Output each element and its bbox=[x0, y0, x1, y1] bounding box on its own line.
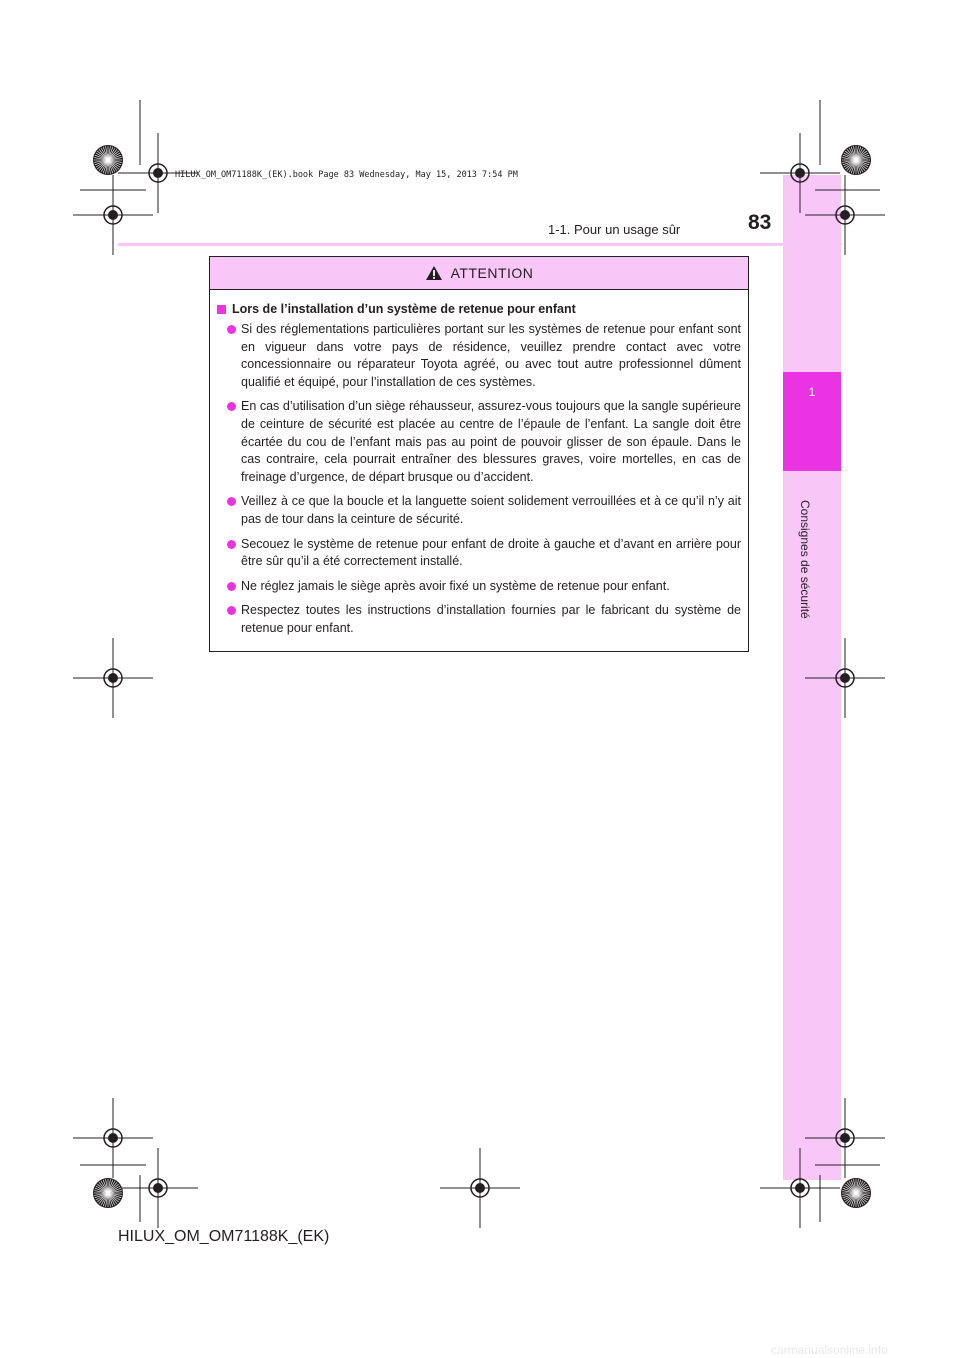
watermark: carmanualsonline.info bbox=[771, 1343, 888, 1357]
chapter-number: 1 bbox=[808, 385, 816, 399]
crop-line bbox=[140, 100, 141, 165]
crosshair-icon bbox=[805, 638, 885, 718]
list-item-text: En cas d’utilisation d’un siège réhausseur, assurez-vous toujours que la sangle supérieure de ceinture de sécurité est placée au centre de l’épaule de l’enfant. La sangle doit être écartée du cou de l’enfant mais pas au point de pouvoir glisser de son épaule. Dans le cas contraire, cela pourrait entraîner des blessures graves, voire mortelles, en cas de freinage d’urgence, de départ brusque ou d’accident. bbox=[241, 399, 741, 484]
crosshair-icon bbox=[118, 1148, 198, 1228]
square-bullet-icon bbox=[217, 305, 226, 314]
attention-box bbox=[209, 256, 749, 652]
list-item-text: Secouez le système de retenue pour enfant de droite à gauche et d’avant en arrière pour être sûr qu’il a été correctement installé. bbox=[241, 536, 741, 569]
starburst-icon bbox=[840, 144, 872, 176]
crosshair-icon bbox=[760, 1148, 840, 1228]
crop-line bbox=[815, 1165, 880, 1166]
crosshair-icon bbox=[440, 1148, 520, 1228]
footer-model: HILUX_OM_OM71188K_(EK) bbox=[118, 1228, 330, 1245]
bullet-dot-icon bbox=[227, 582, 236, 591]
bullet-dot-icon bbox=[227, 402, 236, 411]
bullet-dot-icon bbox=[227, 497, 236, 506]
attention-label: ATTENTION bbox=[450, 265, 534, 281]
starburst-icon bbox=[92, 144, 124, 176]
starburst-icon bbox=[92, 1177, 124, 1209]
list-item-text: Si des réglementations particulières portant sur les systèmes de retenue pour enfant sont en vigueur dans votre pays de résidence, veuillez prendre contact avec votre concessionnaire ou réparateur Toyota agréé, ou avec tout autre professionnel dûment qualifié et équipé, pour l’installation de ces systèmes. bbox=[241, 322, 741, 389]
crosshair-icon bbox=[73, 638, 153, 718]
list-item-text: Respectez toutes les instructions d’installation fournies par le fabricant du système de retenue pour enfant. bbox=[241, 603, 741, 635]
attention-body bbox=[210, 290, 748, 638]
section-heading-text: Lors de l’installation d’un système de retenue pour enfant bbox=[232, 302, 576, 316]
page-number: 83 bbox=[748, 211, 772, 234]
print-info: HILUX_OM_OM71188K_(EK).book Page 83 Wednesday, May 15, 2013 7:54 PM bbox=[175, 170, 518, 180]
list-item bbox=[217, 398, 741, 486]
bullet-dot-icon bbox=[227, 325, 236, 334]
list-item bbox=[217, 321, 741, 391]
crop-line bbox=[820, 1175, 821, 1222]
list-item bbox=[217, 602, 741, 637]
bullet-dot-icon bbox=[227, 606, 236, 615]
crosshair-icon bbox=[805, 175, 885, 255]
crop-line bbox=[815, 190, 880, 191]
list-item bbox=[217, 536, 741, 571]
crop-line bbox=[80, 1165, 146, 1166]
warning-icon bbox=[425, 265, 443, 281]
section-heading bbox=[217, 302, 741, 316]
list-item-text: Veillez à ce que la boucle et la languette soient solidement verrouillées et à ce qu’il n’y ait pas de tour dans la ceinture de sécurité. bbox=[241, 494, 741, 526]
crop-line bbox=[80, 190, 146, 191]
attention-header bbox=[210, 257, 748, 290]
starburst-icon bbox=[840, 1177, 872, 1209]
bullet-list bbox=[217, 321, 741, 638]
crop-line bbox=[140, 1175, 141, 1222]
crosshair-icon bbox=[73, 175, 153, 255]
crop-line bbox=[820, 100, 821, 165]
list-item bbox=[217, 493, 741, 528]
list-item-text: Ne réglez jamais le siège après avoir fixé un système de retenue pour enfant. bbox=[241, 578, 670, 593]
bullet-dot-icon bbox=[227, 540, 236, 549]
section-title: 1-1. Pour un usage sûr bbox=[548, 222, 681, 237]
header-rule bbox=[118, 243, 842, 246]
list-item bbox=[217, 578, 741, 596]
chapter-title: Consignes de sécurité bbox=[798, 500, 812, 619]
